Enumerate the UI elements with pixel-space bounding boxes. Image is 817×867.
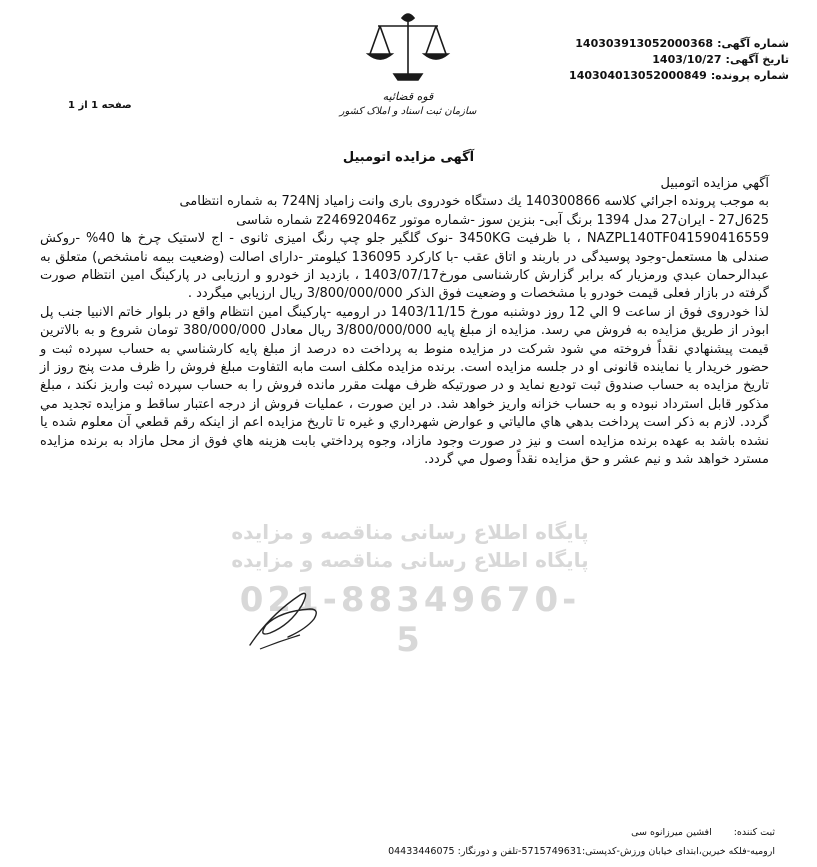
- file-number: 140304013052000849: [569, 69, 707, 82]
- org-name-registry: سازمان ثبت اسناد و املاک کشور: [339, 106, 477, 117]
- watermark-line-2: پایگاه اطلاع رسانی مناقصه و مزایده: [231, 548, 589, 572]
- file-number-label: شماره پرونده:: [710, 69, 789, 82]
- org-name-judiciary: قوه قضائیه: [382, 90, 434, 103]
- page-number: صفحه 1 از 1: [68, 100, 132, 111]
- file-number-row: [569, 68, 789, 84]
- ad-number-row: [569, 36, 789, 52]
- footer: [255, 826, 775, 858]
- ad-date: 1403/10/27: [652, 53, 722, 66]
- registrar-label: ثبت کننده:: [733, 827, 775, 838]
- notice-body: [40, 175, 769, 470]
- body-paragraph: NAZPL140TF041590416559 ، با ظرفیت 3450KG -نوک گلگیر جلو چپ رنگ امیزی ثانوی - اج لاستیک چرخ ها 40% -روکش صندلی ها مستعمل-وجود پوسیدگی در باربند و اتاق عقب -با کارکرد 136095 کیلومتر -دارای اصالت (وضعیت بیمه نامشخص) متعلق به عبدالرحمان عبدي ورمزيار كه برابر گزارش كارشناسی مورخ1403/07/17 ، بازديد از خودرو و ارزیابی در پارکینگ امین انتظام صورت گرفته در بازار فعلی قیمت خودرو با مشخصات و وضعیت فوق الذكر 3/800/000/000 ريال ارزيابي ميگردد .: [40, 231, 769, 302]
- registrar-name: افشین میرزانوه سی: [631, 827, 712, 838]
- registrar-row: [255, 826, 775, 839]
- ad-number-label: شماره آگهی:: [717, 37, 789, 50]
- body-line: 625ل27 - ایران27 مدل 1394 برنگ آبی- بنزین سوز -شماره موتور z24692046z شماره شاسی: [236, 212, 769, 228]
- watermark-line-1: پایگاه اطلاع رسانی مناقصه و مزایده: [231, 520, 589, 544]
- ad-meta: [569, 36, 789, 84]
- body-line: آگهي مزايده اتومبيل: [660, 176, 769, 191]
- body-paragraph: لذا خودروی فوق از ساعت 9 الي 12 روز دوشنبه مورخ 1403/11/15 در ارومیه -پارکینگ امین انتظام واقع در بلوار خاتم الانبیا جنب پل ابوذر از طريق مزايده به فروش مي رسد. مزايده از مبلغ پايه 3/800/000/000 ريال معادل 380/000/000 تومان شروع و به بالاترين قيمت پيشنهادي نقداً فروخته مي شود شركت در مزايده منوط به پرداخت ده درصد از مبلغ پايه كارشناسي به حساب سپرده ثبت و حضور خریدار یا نماینده قانونی او در جلسه مزایده است. برنده مزايده مكلف است مابه التفاوت مبلغ فروش را ظرف مدت پنج روز از تاریخ مزایده به حساب صندوق ثبت توديع نمايد و در صورتيكه ظرف مهلت مقرر مانده فروش را به حساب سپرده ثبت واریز نكند ، مبلغ مذكور قابل استرداد نبوده و به حساب خزانه واريز خواهد شد. در اين صورت ، عمليات فروش از درجه اعتبار ساقط و مزايده تجديد مي گردد. لازم به ذكر است پرداخت بدهي هاي مالیاتي و عوارض شهرداري و غيره تا تاريخ مزايده اعم از اينكه رقم قطعي آن معلوم شده يا نشده باشد به عهده برنده مزايده است و نيز در صورت وجود مازاد، وجوه پرداختي بابت هزينه هاي فوق از محل مازاد به برنده مزايده مسترد خواهد شد و نيم عشر و حق مزايده نقداً وصول مي گردد.: [40, 304, 770, 468]
- scales-of-justice-icon: [358, 8, 458, 88]
- ad-date-row: [569, 52, 789, 68]
- watermark-phone: 021-88349670-5: [239, 580, 581, 660]
- judiciary-emblem: [318, 8, 498, 123]
- office-address: ارومیه-فلکه خیرین،ابتدای خیابان ورزش-کدپستی:5715749631-تلفن و دورنگار: 04433446075: [388, 846, 775, 857]
- ad-date-label: تاریخ آگهی:: [725, 53, 789, 66]
- body-line: به موجب پرونده اجرائي كلاسه 140300866 يك دستگاه خودروی باری وانت زامیاد 724Nj به شماره انتظامی: [179, 194, 769, 210]
- signature: [240, 575, 330, 655]
- ad-number: 140303913052000368: [575, 37, 714, 50]
- notice-title: آگهی مزایده اتومبیل: [342, 150, 475, 165]
